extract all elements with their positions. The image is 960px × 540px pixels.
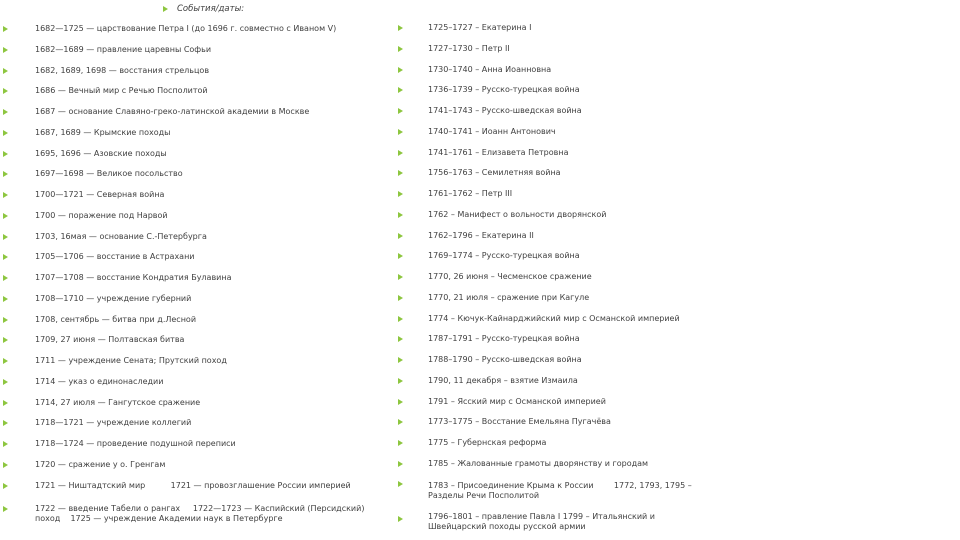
list-item-text: 1773–1775 – Восстание Емельяна Пугачёва (428, 417, 611, 427)
list-item-text: 1708, сентябрь — битва при д.Лесной (35, 314, 197, 324)
list-item-text: 1741–1761 – Елизавета Петровна (428, 147, 569, 157)
list-item-text: 1687 — основание Славяно-греко-латинской академии в Москве (35, 107, 310, 116)
bullet-icon (398, 336, 403, 342)
bullet-icon (3, 275, 8, 281)
bullet-icon (398, 316, 403, 322)
list-item-text: 1783 – Присоединение Крыма к России 1772, 1793, 1795 – Разделы Речи Посполитой (428, 481, 692, 500)
bullet-icon (398, 481, 403, 487)
bullet-icon (3, 420, 8, 426)
list-item-text: 1787–1791 – Русско-турецкая война (428, 334, 580, 344)
list-item-text: 1796–1801 – правление Павла I 1799 – Итальянский и Швейцарский походы русской армии (428, 512, 655, 531)
list-item-text: 1718—1721 — учреждение коллегий (35, 418, 192, 428)
list-item-text: 1736–1739 – Русско-турецкая война (428, 85, 580, 95)
bullet-icon (398, 67, 403, 73)
bullet-icon (398, 25, 403, 31)
list-item-text: 1720 — сражение у о. Гренгам (35, 459, 166, 469)
bullet-icon (398, 461, 403, 467)
list-item-text: 1700—1721 — Северная война (35, 190, 165, 199)
bullet-icon (3, 171, 8, 177)
list-item-text: 1756–1763 – Семилетняя война (428, 168, 561, 178)
bullet-icon (3, 462, 8, 468)
list-item-text: 1725–1727 – Екатерина I (428, 23, 532, 32)
bullet-icon (398, 191, 403, 197)
bullet-icon (3, 130, 8, 136)
bullet-icon (3, 47, 8, 53)
bullet-icon (398, 378, 403, 384)
list-item-text: 1791 – Ясский мир с Османской империей (428, 396, 606, 406)
list-item-text: 1722 — введение Табели о рангах 1722—1723 — Каспийский (Персидский) поход 1725 — учреждение Академии наук в Петербурге (35, 504, 365, 523)
bullet-icon (398, 253, 403, 259)
list-item-text: 1709, 27 июня — Полтавская битва (35, 335, 185, 345)
list-item-text: 1775 – Губернская реформа (428, 438, 547, 447)
bullet-icon (398, 274, 403, 280)
list-item-text: 1740–1741 – Иоанн Антонович (428, 126, 556, 136)
list-item-text: 1788–1790 – Русско-шведская война (428, 355, 582, 364)
bullet-icon (3, 358, 8, 364)
bullet-icon (398, 419, 403, 425)
bullet-icon (3, 213, 8, 219)
bullet-icon (3, 88, 8, 94)
list-item-text: 1714, 27 июля — Гангутское сражение (35, 397, 201, 407)
list-item-text: 1718—1724 — проведение подушной переписи (35, 439, 236, 448)
bullet-icon (398, 516, 403, 522)
list-item-text: 1721 — Ништадтский мир 1721 — провозглашение России империей (35, 480, 351, 490)
list-item-text: 1761–1762 – Петр III (428, 189, 513, 198)
bullet-icon (3, 151, 8, 157)
list-item-text: 1730–1740 – Анна Иоанновна (428, 64, 552, 74)
bullet-icon (3, 192, 8, 198)
bullet-icon (3, 68, 8, 74)
bullet-icon (3, 400, 8, 406)
list-item-text: 1762 – Манифест о вольности дворянской (428, 209, 607, 219)
list-item-text: 1705—1706 — восстание в Астрахани (35, 252, 195, 262)
title-row (163, 2, 244, 16)
list-item-text: 1707—1708 — восстание Кондратия Булавина (35, 273, 232, 282)
bullet-icon (3, 441, 8, 447)
bullet-icon (3, 109, 8, 115)
bullet-icon (163, 6, 168, 12)
bullet-icon (3, 483, 8, 489)
bullet-icon (398, 440, 403, 446)
list-item-text: 1703, 16мая — основание С.-Петербурга (35, 231, 207, 241)
bullet-icon (3, 234, 8, 240)
bullet-icon (398, 357, 403, 363)
list-item-text: 1774 – Кючук-Кайнарджийский мир с Османской империей (428, 313, 680, 323)
bullet-icon (3, 317, 8, 323)
list-item-text: 1708—1710 — учреждение губерний (35, 293, 192, 303)
bullet-icon (398, 170, 403, 176)
bullet-icon (3, 296, 8, 302)
bullet-icon (3, 26, 8, 32)
bullet-icon (398, 295, 403, 301)
bullet-icon (3, 379, 8, 385)
list-item-text: 1700 — поражение под Нарвой (35, 210, 168, 220)
list-item-text: 1682, 1689, 1698 — восстания стрельцов (35, 65, 210, 75)
list-item-text: 1741–1743 – Русско-шведская война (428, 106, 582, 115)
list-item-text: 1770, 26 июня – Чесменское сражение (428, 272, 592, 281)
list-item-text: 1770, 21 июля – сражение при Кагуле (428, 292, 590, 302)
list-item-text: 1785 – Жалованные грамоты дворянству и городам (428, 458, 649, 468)
list-item-text: 1790, 11 декабря – взятие Измаила (428, 375, 578, 385)
bullet-icon (398, 150, 403, 156)
bullet-icon (398, 399, 403, 405)
list-item-text: 1711 — учреждение Сената; Прутский поход (35, 356, 227, 365)
list-item-text: 1714 — указ о единонаследии (35, 376, 164, 386)
bullet-icon (3, 506, 8, 512)
page-title: События/даты: (177, 4, 245, 14)
bullet-icon (398, 129, 403, 135)
bullet-icon (398, 108, 403, 114)
bullet-icon (398, 233, 403, 239)
list-item-text: 1697—1698 — Великое посольство (35, 169, 183, 179)
bullet-icon (3, 254, 8, 260)
list-item-text: 1727–1730 – Петр II (428, 43, 510, 53)
list-item-text: 1687, 1689 — Крымские походы (35, 127, 171, 137)
list-item-text: 1686 — Вечный мир с Речью Посполитой (35, 86, 208, 96)
bullet-icon (398, 87, 403, 93)
list-item-text: 1762–1796 – Екатерина II (428, 230, 534, 240)
list-item-text: 1682—1689 — правление царевны Софьи (35, 44, 212, 54)
bullet-icon (398, 46, 403, 52)
list-item-text: 1695, 1696 — Азовские походы (35, 148, 167, 158)
list-item-text: 1682—1725 — царствование Петра I (до 1696 г. совместно с Иваном V) (35, 24, 337, 33)
bullet-icon (398, 212, 403, 218)
bullet-icon (3, 337, 8, 343)
list-item-text: 1769–1774 – Русско-турецкая война (428, 251, 580, 261)
